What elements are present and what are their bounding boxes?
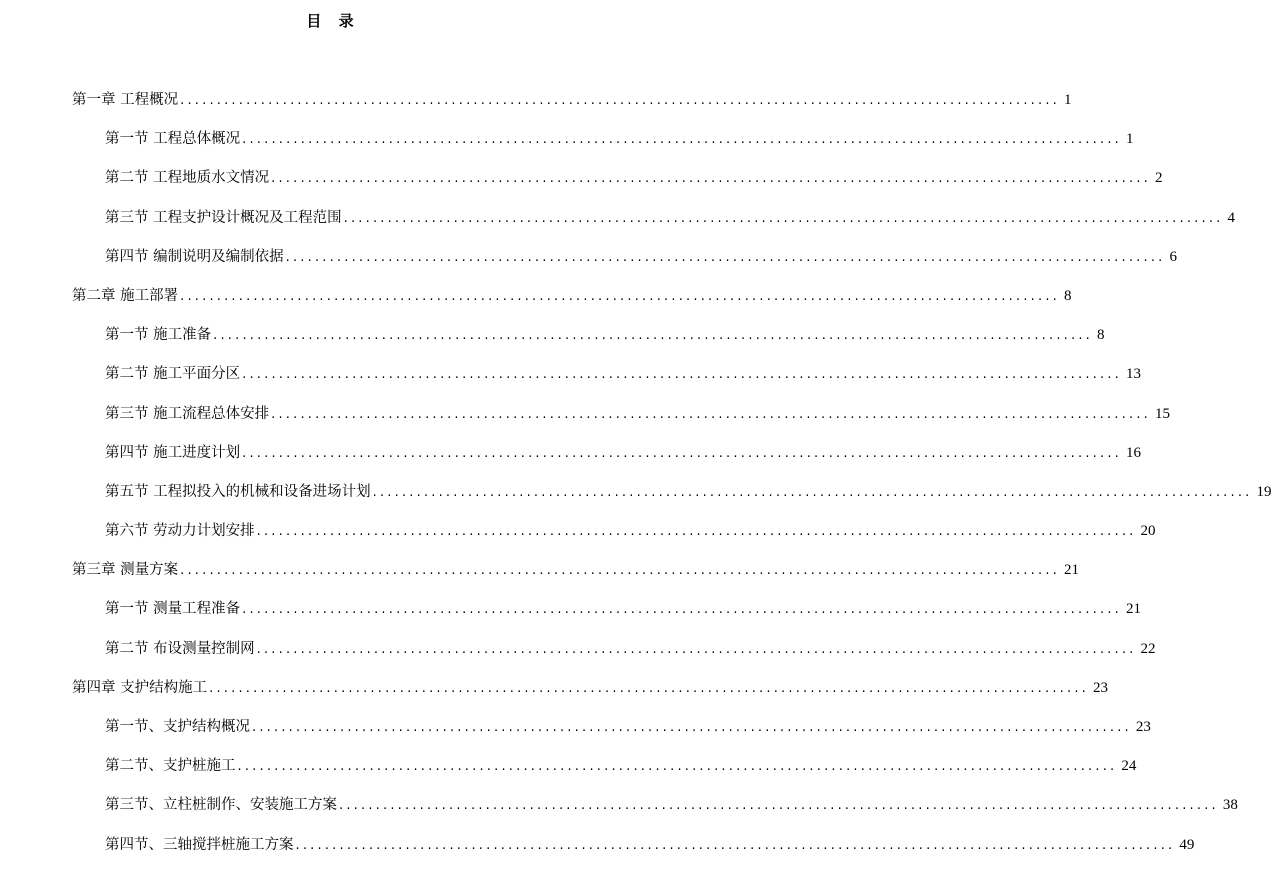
- toc-entry-text: 第一节 工程总体概况: [105, 131, 241, 148]
- toc-entry-line: [105, 360, 1141, 389]
- toc-dot-leader: ........................................................................................................................: [256, 641, 1137, 657]
- toc-entry-line: [105, 164, 1163, 193]
- toc-entry-text: 第四节 施工进度计划: [105, 444, 241, 461]
- toc-section-entry[interactable]: [0, 321, 1105, 360]
- toc-entry-text: 第二节 布设测量控制网: [105, 640, 255, 657]
- toc-entry-line: [105, 243, 1177, 272]
- toc-entry-line: [105, 635, 1156, 664]
- toc-entry-line: [105, 204, 1235, 233]
- toc-chapter-entry[interactable]: [0, 556, 1079, 595]
- toc-dot-leader: ........................................................................................................................: [256, 524, 1137, 540]
- toc-section-entry[interactable]: [0, 713, 1151, 752]
- toc-dot-leader: ........................................................................................................................: [295, 837, 1176, 853]
- toc-page-number: 38: [1222, 797, 1238, 814]
- toc-entry-text: 第一章 工程概况: [72, 92, 179, 108]
- toc-page-number: 24: [1121, 758, 1137, 775]
- toc-entry-line: [72, 282, 1072, 311]
- toc-section-entry[interactable]: [0, 400, 1170, 439]
- toc-dot-leader: ........................................................................................................................: [213, 328, 1093, 344]
- toc-entry-line: [105, 595, 1141, 624]
- toc-chapter-entry[interactable]: [0, 282, 1072, 321]
- toc-section-entry[interactable]: [0, 243, 1177, 282]
- toc-entry-text: 第二章 施工部署: [72, 287, 179, 304]
- toc-section-entry[interactable]: [0, 595, 1141, 634]
- toc-title: 目 录: [306, 12, 360, 30]
- toc-dot-leader: ........................................................................................................................: [209, 680, 1089, 696]
- toc-page-number: 13: [1126, 366, 1141, 383]
- toc-dot-leader: ........................................................................................................................: [242, 367, 1122, 383]
- toc-entry-text: 第六节 劳动力计划安排: [105, 523, 255, 540]
- toc-entry-line: [105, 791, 1238, 820]
- toc-page-number: 6: [1169, 248, 1177, 265]
- toc-section-entry[interactable]: [0, 831, 1195, 870]
- toc-entry-text: 第一节 施工准备: [105, 327, 212, 344]
- toc-entry-line: [105, 125, 1134, 154]
- toc-section-entry[interactable]: [0, 204, 1235, 243]
- toc-entry-text: 第四章 支护结构施工: [72, 679, 208, 696]
- toc-page-number: 23: [1135, 719, 1151, 735]
- toc-page-number: 1: [1126, 131, 1134, 148]
- toc-page-number: 4: [1227, 209, 1235, 226]
- toc-dot-leader: ........................................................................................................................: [242, 132, 1122, 148]
- toc-dot-leader: ........................................................................................................................: [242, 445, 1122, 461]
- toc-dot-leader: ........................................................................................................................: [180, 563, 1060, 579]
- toc-chapter-entry[interactable]: [0, 86, 1072, 125]
- toc-dot-leader: ........................................................................................................................: [372, 484, 1253, 500]
- toc-section-entry[interactable]: [0, 164, 1163, 203]
- toc-section-entry[interactable]: [0, 360, 1141, 399]
- toc-page-number: 20: [1140, 523, 1156, 540]
- toc-dot-leader: ........................................................................................................................: [237, 759, 1118, 775]
- toc-page-number: 22: [1140, 640, 1156, 657]
- toc-entry-text: 第五节 工程拟投入的机械和设备进场计划: [105, 483, 371, 500]
- toc-page-number: 8: [1097, 327, 1105, 344]
- toc-entry-line: [72, 556, 1079, 585]
- toc-entry-text: 第二节 施工平面分区: [105, 366, 241, 383]
- toc-page-number: 16: [1126, 444, 1141, 461]
- toc-entry-line: [105, 478, 1272, 507]
- toc-entry-line: [105, 400, 1170, 429]
- toc-dot-leader: ........................................................................................................................: [339, 798, 1219, 814]
- toc-page-number: 8: [1064, 287, 1072, 304]
- toc-entry-line: [105, 713, 1151, 742]
- toc-dot-leader: ........................................................................................................................: [343, 210, 1224, 226]
- toc-page-number: 1: [1064, 92, 1072, 108]
- toc-entry-line: [105, 321, 1105, 350]
- toc-dot-leader: ........................................................................................................................: [180, 93, 1060, 108]
- toc-entry-text: 第三节、立柱桩制作、安装施工方案: [105, 797, 337, 814]
- toc-entry-text: 第三节 施工流程总体安排: [105, 405, 270, 422]
- toc-entry-text: 第四节、三轴搅拌桩施工方案: [105, 836, 294, 853]
- toc-entry-line: [105, 439, 1141, 468]
- toc-entry-text: 第二节、支护桩施工: [105, 758, 236, 775]
- toc-list: [0, 86, 1272, 870]
- toc-section-entry[interactable]: [0, 752, 1137, 791]
- toc-page-number: 19: [1256, 483, 1272, 500]
- toc-entry-line: [105, 831, 1195, 860]
- toc-page-number: 15: [1155, 405, 1170, 422]
- toc-dot-leader: ........................................................................................................................: [180, 288, 1060, 304]
- toc-dot-leader: ........................................................................................................................: [271, 406, 1151, 422]
- toc-dot-leader: ........................................................................................................................: [242, 602, 1122, 618]
- toc-page-number: 23: [1093, 679, 1108, 696]
- toc-entry-line: [72, 86, 1072, 115]
- toc-section-entry[interactable]: [0, 791, 1238, 830]
- toc-section-entry[interactable]: [0, 125, 1134, 164]
- toc-dot-leader: ........................................................................................................................: [285, 249, 1166, 265]
- toc-page-number: 2: [1155, 170, 1163, 187]
- toc-page-number: 49: [1179, 836, 1195, 853]
- toc-entry-text: 第三章 测量方案: [72, 562, 179, 579]
- toc-section-entry[interactable]: [0, 439, 1141, 478]
- toc-entry-text: 第四节 编制说明及编制依据: [105, 248, 284, 265]
- toc-entry-text: 第一节、支护结构概况: [105, 719, 250, 735]
- toc-chapter-entry[interactable]: [0, 674, 1108, 713]
- toc-entry-line: [72, 674, 1108, 703]
- toc-section-entry[interactable]: [0, 635, 1156, 674]
- toc-page-number: 21: [1126, 601, 1141, 618]
- toc-dot-leader: ........................................................................................................................: [271, 171, 1151, 187]
- toc-entry-text: 第二节 工程地质水文情况: [105, 170, 270, 187]
- toc-page-number: 21: [1064, 562, 1079, 579]
- toc-dot-leader: ........................................................................................................................: [252, 720, 1132, 735]
- toc-section-entry[interactable]: [0, 478, 1272, 517]
- toc-entry-line: [105, 517, 1156, 546]
- toc-entry-text: 第三节 工程支护设计概况及工程范围: [105, 209, 342, 226]
- toc-entry-line: [105, 752, 1137, 781]
- toc-section-entry[interactable]: [0, 517, 1156, 556]
- toc-entry-text: 第一节 测量工程准备: [105, 601, 241, 618]
